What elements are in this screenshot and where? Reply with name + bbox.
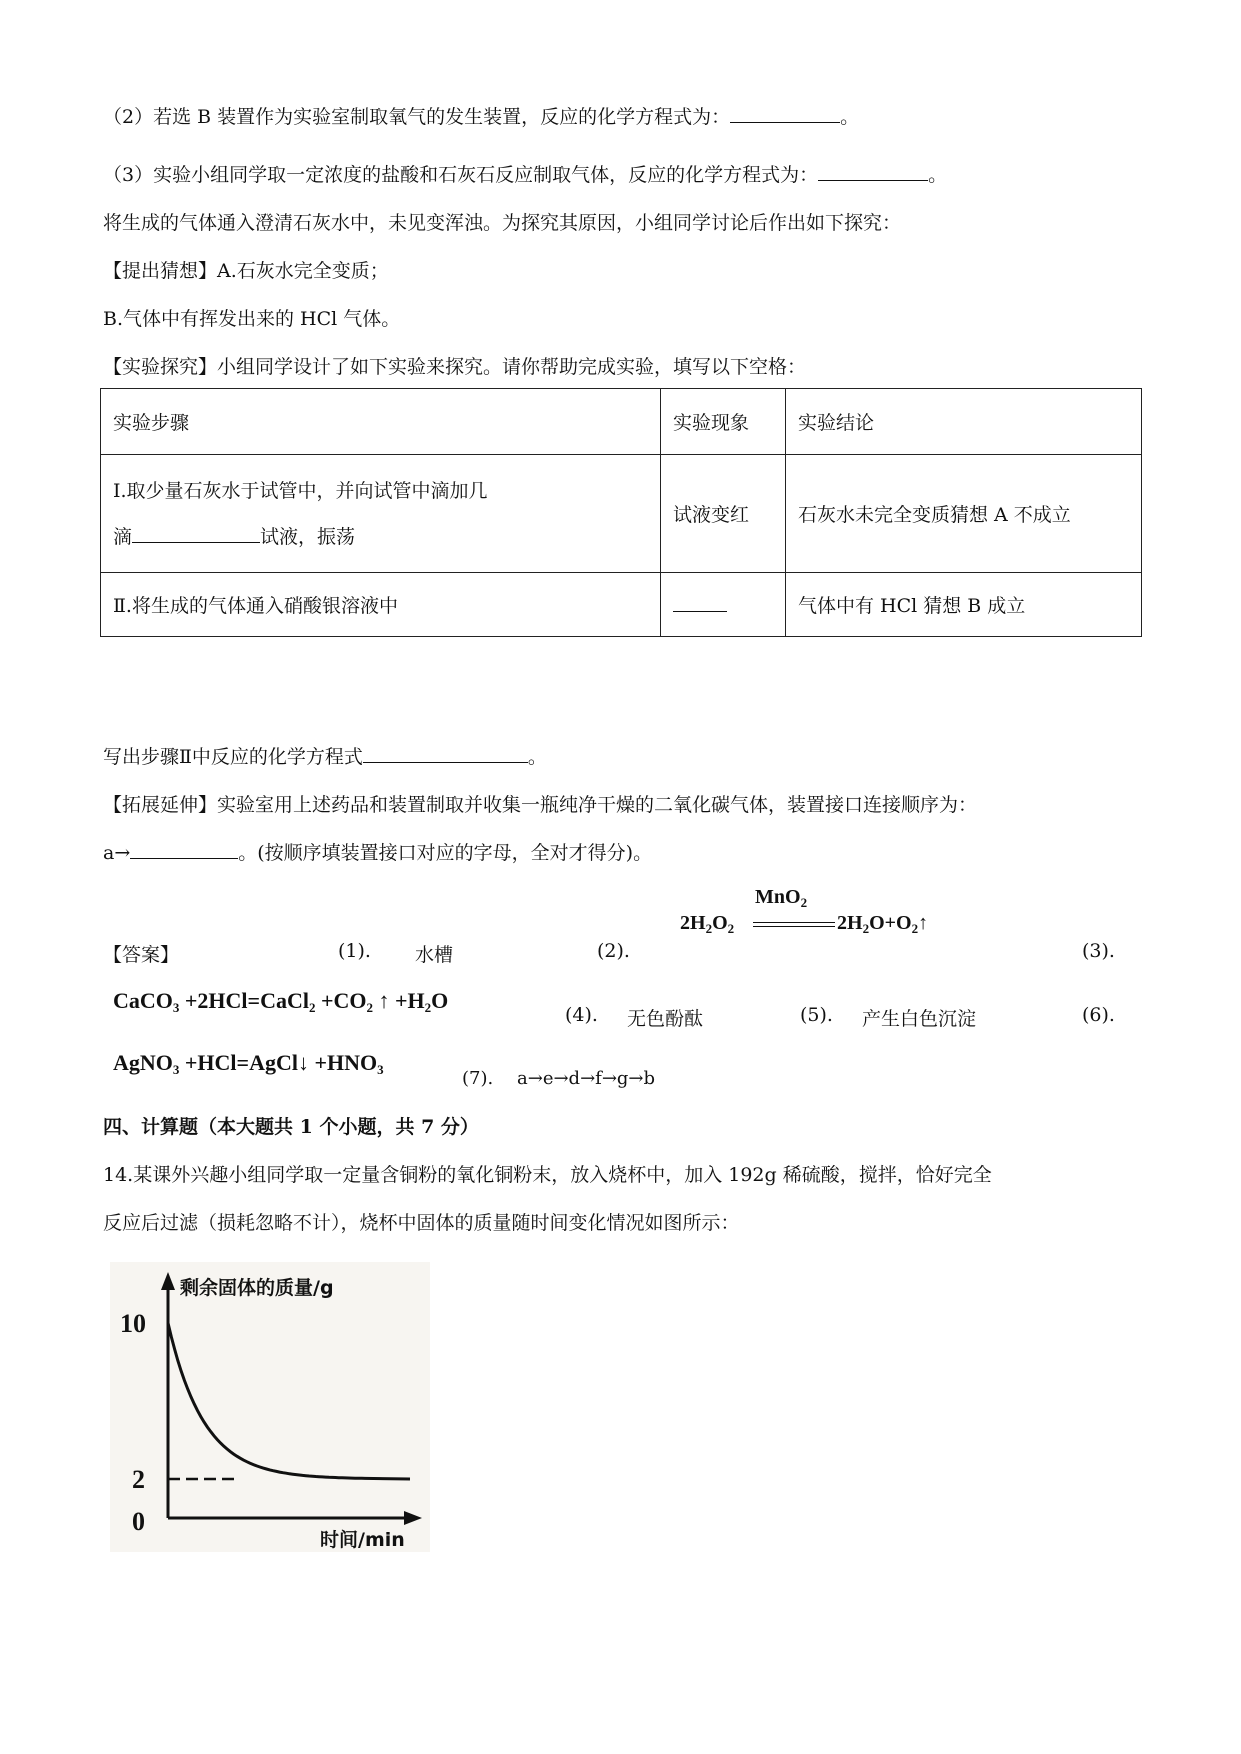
experiment-intro: 【实验探究】小组同学设计了如下实验来探究。请你帮助完成实验，填写以下空格：: [103, 356, 807, 378]
row2-conclusion: 气体中有 HCl 猜想 B 成立: [786, 573, 1142, 637]
table-header-row: [101, 389, 1142, 455]
answer-blank-2[interactable]: [730, 104, 840, 123]
extension-text: 【拓展延伸】实验室用上述药品和装置制取并收集一瓶纯净干燥的二氧化碳气体，装置接口连接顺序为：: [103, 794, 978, 816]
section-4-title: 四、计算题（本大题共 1 个小题，共 7 分）: [103, 1116, 479, 1138]
header-phenomenon: 实验现象: [661, 389, 786, 455]
answer-4: 无色酚酞: [627, 1008, 704, 1030]
row2-step: Ⅱ.将生成的气体通入硝酸银溶液中: [101, 573, 661, 637]
question-2: （2）若选 B 装置作为实验室制取氧气的发生装置，反应的化学方程式为： 。: [103, 106, 860, 128]
answer-blank-3[interactable]: [818, 162, 928, 181]
table-row: [101, 455, 1142, 573]
question-2-text: （2）若选 B 装置作为实验室制取氧气的发生装置，反应的化学方程式为：: [103, 106, 731, 128]
answer-num-5: (5).: [800, 1004, 833, 1026]
row1-phenomenon: 试液变红: [661, 455, 786, 573]
indicator-blank[interactable]: [132, 524, 260, 543]
y-tick-10: 10: [120, 1309, 146, 1338]
chart-background: [110, 1262, 430, 1552]
answer-num-6: (6).: [1082, 1004, 1115, 1026]
answer-num-4: (4).: [565, 1004, 598, 1026]
mass-time-chart: [110, 1262, 430, 1552]
formula-agno3-hcl: AgNO$_3$ +HCl=AgCl↓ $+HNO_3$: [113, 1050, 384, 1077]
write-equation: 写出步骤Ⅱ中反应的化学方程式 。: [103, 746, 547, 768]
y-tick-2: 2: [132, 1465, 145, 1494]
question-3: （3）实验小组同学取一定浓度的盐酸和石灰石反应制取气体，反应的化学方程式为： 。: [103, 164, 948, 186]
header-conclusion: 实验结论: [786, 389, 1142, 455]
answer-7: a→e→d→f→g→b: [517, 1068, 656, 1089]
answer-label: 【答案】: [103, 944, 180, 966]
header-step: 实验步骤: [101, 389, 661, 455]
question-14-line2: 反应后过滤（损耗忽略不计），烧杯中固体的质量随时间变化情况如图所示：: [103, 1212, 740, 1234]
reactant-h2o2: $2H_2O_2$: [680, 912, 735, 936]
experiment-table: [100, 388, 1142, 637]
answer-num-1: (1).: [338, 940, 371, 962]
answer-num-7: (7).: [462, 1068, 494, 1089]
row1-conclusion: 石灰水未完全变质猜想 A 不成立: [786, 455, 1142, 573]
row2-phenomenon: [661, 573, 786, 637]
order-blank[interactable]: [130, 840, 238, 859]
y-axis-label: 剩余固体的质量/g: [180, 1277, 334, 1299]
formula-caco3-hcl: CaCO$_3$ +2HCl=CaCl$_2$ $+CO_2$ ↑ $+H_2O$: [113, 988, 449, 1015]
table-row: [101, 573, 1142, 637]
order-line: a→ 。(按顺序填装置接口对应的字母，全对才得分)。: [103, 842, 653, 864]
answer-1: 水槽: [415, 944, 454, 966]
hypothesis-b: B.气体中有挥发出来的 HCl 气体。: [103, 308, 401, 330]
products-h2o-o2: $2H_2O+O_2↑$: [837, 912, 929, 936]
answer-num-2: (2).: [597, 940, 630, 962]
equation-blank[interactable]: [363, 744, 528, 763]
y-tick-0: 0: [132, 1507, 145, 1536]
question-3-text: （3）实验小组同学取一定浓度的盐酸和石灰石反应制取气体，反应的化学方程式为：: [103, 164, 819, 186]
row1-step-line1: Ⅰ.取少量石灰水于试管中，并向试管中滴加几: [113, 479, 488, 502]
x-axis-label: 时间/min: [320, 1529, 405, 1551]
question-14-line1: 14.某课外兴趣小组同学取一定量含铜粉的氧化铜粉末，放入烧杯中，加入 192g 稀硫酸，搅拌，恰好完全: [103, 1164, 992, 1186]
answer-num-3: (3).: [1082, 940, 1115, 962]
answer-5: 产生白色沉淀: [862, 1008, 977, 1030]
catalyst-mno2: MnO$_2$: [755, 886, 808, 910]
intro-text: 将生成的气体通入澄清石灰水中，未见变浑浊。为探究其原因，小组同学讨论后作出如下探究：: [103, 212, 902, 234]
row1-step: [101, 455, 661, 573]
phenomenon-blank[interactable]: [673, 593, 727, 612]
hypothesis-a: 【提出猜想】A.石灰水完全变质；: [103, 260, 389, 282]
row1-step-line2: 滴 试液，振荡: [113, 525, 356, 548]
equals-sign: [753, 922, 835, 927]
